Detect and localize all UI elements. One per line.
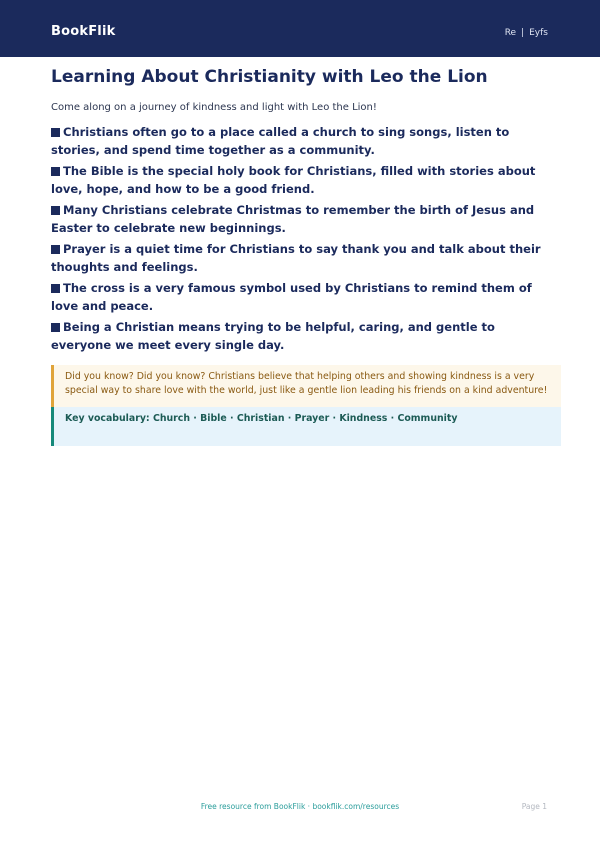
brand-logo-text[interactable]: BookFlik xyxy=(51,24,116,39)
top-bar xyxy=(0,0,600,57)
square-bullet-icon xyxy=(51,167,60,176)
list-item xyxy=(51,124,551,159)
key-points-list xyxy=(51,124,551,354)
page-footer xyxy=(0,802,600,814)
point-text: Being a Christian means trying to be helpful, caring, and gentle to everyone we meet every single day. xyxy=(51,320,495,352)
level-label: Eyfs xyxy=(529,28,548,38)
square-bullet-icon xyxy=(51,206,60,215)
did-you-know-callout xyxy=(51,365,561,407)
point-text: Many Christians celebrate Christmas to remember the birth of Jesus and Easter to celebrate new beginnings. xyxy=(51,203,535,235)
square-bullet-icon xyxy=(51,284,60,293)
list-item xyxy=(51,202,551,237)
subject-level-meta xyxy=(505,28,548,38)
key-vocabulary-text: Key vocabulary: Church · Bible · Christian · Prayer · Kindness · Community xyxy=(65,413,458,424)
intro-text: Come along on a journey of kindness and light with Leo the Lion! xyxy=(51,102,377,113)
list-item xyxy=(51,319,551,354)
subject-label: Re xyxy=(504,28,517,38)
key-vocabulary-box xyxy=(51,407,561,446)
main-content xyxy=(51,66,551,446)
square-bullet-icon xyxy=(51,245,60,254)
square-bullet-icon xyxy=(51,323,60,332)
point-text: The cross is a very famous symbol used by Christians to remind them of love and peace. xyxy=(51,281,532,313)
page-title: Learning About Christianity with Leo the Lion xyxy=(51,67,488,87)
did-you-know-text: Did you know? Did you know? Christians believe that helping others and showing kindness is a very special way to share love with the world, just like a gentle lion leading his friends on a kind adventure! xyxy=(65,371,548,396)
page-number: Page 1 xyxy=(521,802,547,811)
point-text: Prayer is a quiet time for Christians to say thank you and talk about their thoughts and feelings. xyxy=(51,242,541,274)
list-item xyxy=(51,163,551,198)
meta-separator: | xyxy=(521,28,525,38)
footer-resource-link[interactable]: Free resource from BookFlik · bookflik.com/resources xyxy=(200,802,400,811)
point-text: Christians often go to a place called a church to sing songs, listen to stories, and spend time together as a community. xyxy=(51,125,510,157)
list-item xyxy=(51,280,551,315)
square-bullet-icon xyxy=(51,128,60,137)
point-text: The Bible is the special holy book for Christians, filled with stories about love, hope, and how to be a good friend. xyxy=(51,164,536,196)
list-item xyxy=(51,241,551,276)
